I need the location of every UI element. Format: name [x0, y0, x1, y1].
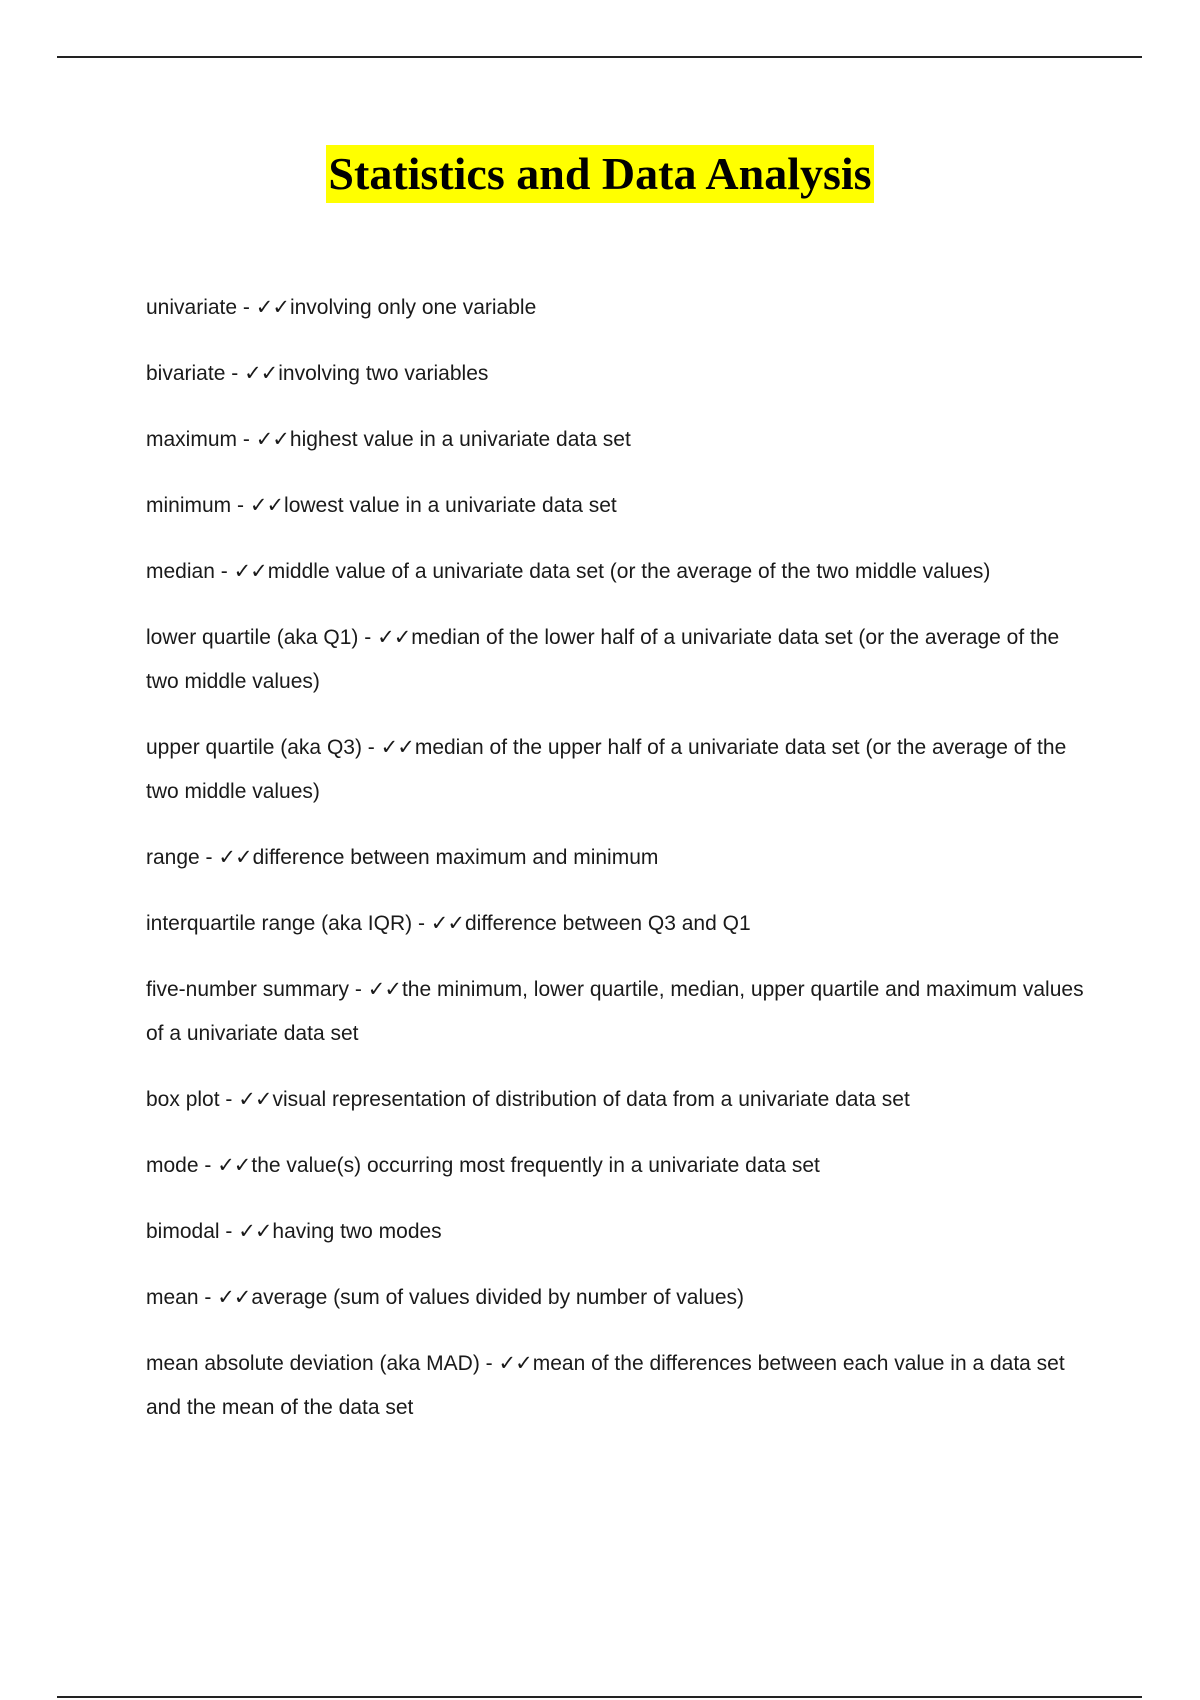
double-check-icon: ✓✓	[244, 361, 278, 385]
double-check-icon: ✓✓	[380, 735, 414, 759]
list-item	[146, 285, 1096, 330]
term-name: lower quartile (aka Q1)	[146, 626, 359, 649]
term-list	[146, 285, 1096, 1451]
term-definition: the value(s) occurring most frequently in a univariate data set	[251, 1154, 820, 1177]
separator: -	[237, 428, 256, 451]
term-name: bivariate	[146, 362, 226, 385]
separator: -	[219, 1220, 239, 1243]
term-name: mean absolute deviation (aka MAD)	[146, 1352, 480, 1375]
double-check-icon: ✓✓	[238, 1087, 272, 1111]
term-name: mode	[146, 1154, 199, 1177]
list-item	[146, 967, 1096, 1056]
term-name: univariate	[146, 296, 238, 319]
term-definition: the minimum, lower quartile, median, upper quartile and maximum values of a univariate data set	[146, 978, 1084, 1045]
term-name: bimodal	[146, 1220, 220, 1243]
list-item	[146, 835, 1096, 880]
term-definition: median of the upper half of a univariate data set (or the average of the two middle values)	[146, 736, 1067, 803]
bottom-rule	[57, 1696, 1142, 1698]
separator: -	[479, 1352, 499, 1375]
double-check-icon: ✓✓	[377, 625, 411, 649]
term-definition: median of the lower half of a univariate data set (or the average of the two middle values)	[146, 626, 1060, 693]
double-check-icon: ✓✓	[255, 295, 289, 319]
separator: -	[231, 494, 250, 517]
separator: -	[219, 1088, 239, 1111]
term-name: five-number summary	[146, 978, 350, 1001]
double-check-icon: ✓✓	[249, 493, 284, 517]
term-definition: mean of the differences between each value in a data set and the mean of the data set	[146, 1352, 1065, 1419]
top-rule	[57, 56, 1142, 58]
double-check-icon: ✓✓	[217, 1153, 251, 1177]
term-name: upper quartile (aka Q3)	[146, 736, 362, 759]
term-name: mean	[146, 1286, 199, 1309]
separator: -	[198, 1154, 218, 1177]
term-definition: having two modes	[272, 1220, 442, 1243]
separator: -	[349, 978, 368, 1001]
term-definition: difference between Q3 and Q1	[465, 912, 751, 935]
list-item	[146, 725, 1096, 814]
title-container	[0, 145, 1200, 203]
separator: -	[199, 846, 219, 869]
list-item	[146, 483, 1096, 528]
list-item	[146, 615, 1096, 704]
list-item	[146, 901, 1096, 946]
page-title: Statistics and Data Analysis	[326, 145, 873, 203]
term-name: box plot	[146, 1088, 220, 1111]
term-definition: involving two variables	[278, 362, 489, 385]
term-name: interquartile range (aka IQR)	[146, 912, 413, 935]
separator: -	[358, 626, 378, 649]
list-item	[146, 1341, 1096, 1430]
term-definition: lowest value in a univariate data set	[284, 494, 617, 517]
list-item	[146, 1143, 1096, 1188]
separator: -	[412, 912, 431, 935]
separator: -	[225, 362, 245, 385]
term-definition: involving only one variable	[289, 296, 537, 319]
term-definition: middle value of a univariate data set (or the average of the two middle values)	[267, 560, 991, 583]
list-item	[146, 1209, 1096, 1254]
separator: -	[198, 1286, 218, 1309]
term-name: minimum	[146, 494, 232, 517]
separator: -	[361, 736, 381, 759]
double-check-icon: ✓✓	[430, 911, 464, 935]
list-item	[146, 1077, 1096, 1122]
list-item	[146, 351, 1096, 396]
separator: -	[214, 560, 234, 583]
term-name: median	[146, 560, 215, 583]
term-definition: highest value in a univariate data set	[289, 428, 631, 451]
double-check-icon: ✓✓	[217, 1285, 251, 1309]
term-definition: average (sum of values divided by number of values)	[251, 1286, 744, 1309]
term-definition: visual representation of distribution of data from a univariate data set	[272, 1088, 910, 1111]
list-item	[146, 549, 1096, 594]
separator: -	[237, 296, 256, 319]
term-name: range	[146, 846, 200, 869]
list-item	[146, 1275, 1096, 1320]
term-definition: difference between maximum and minimum	[252, 846, 659, 869]
term-name: maximum	[146, 428, 238, 451]
double-check-icon: ✓✓	[233, 559, 267, 583]
double-check-icon: ✓✓	[367, 977, 401, 1001]
double-check-icon: ✓✓	[498, 1351, 532, 1375]
double-check-icon: ✓✓	[218, 845, 252, 869]
list-item	[146, 417, 1096, 462]
double-check-icon: ✓✓	[255, 427, 289, 451]
double-check-icon: ✓✓	[238, 1219, 272, 1243]
